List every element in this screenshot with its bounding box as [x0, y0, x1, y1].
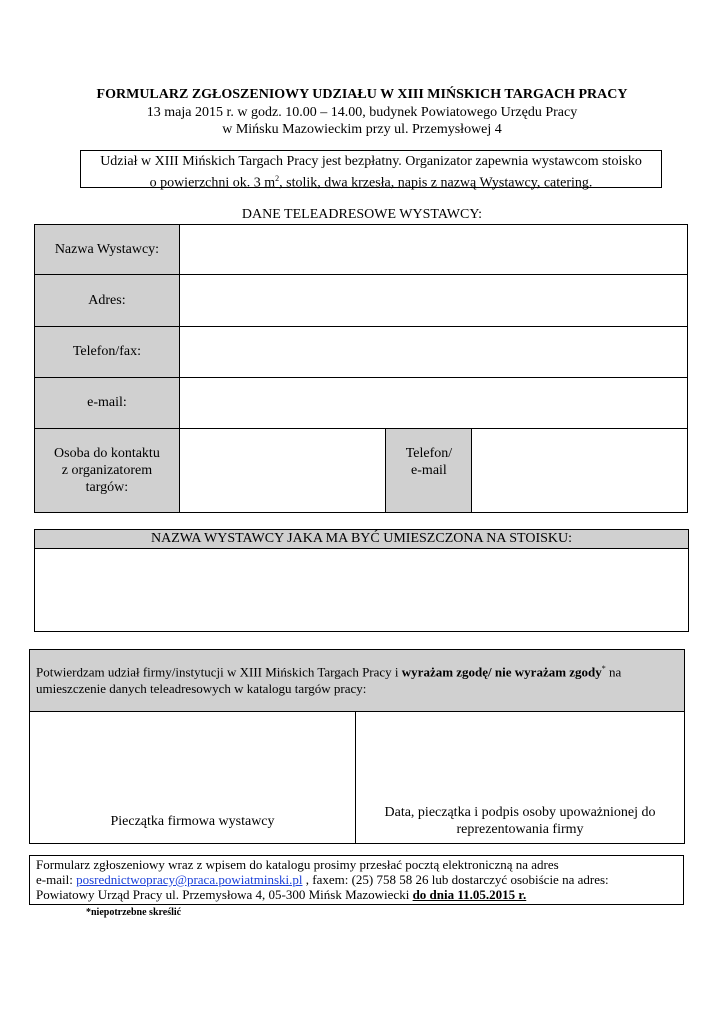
stand-name-heading: NAZWA WYSTAWCY JAKA MA BYĆ UMIESZCZONA NA STOISKU:	[35, 530, 688, 549]
company-stamp-area[interactable]	[30, 712, 356, 843]
company-stamp-label: Pieczątka firmowa wystawcy	[110, 814, 275, 829]
footnote: *niepotrzebne skreślić	[86, 907, 182, 918]
event-location-line: w Mińsku Mazowieckim przy ul. Przemysłowej 4	[222, 122, 502, 137]
phone-fax-label: Telefon/fax:	[35, 327, 180, 378]
notice-line-2: o powierzchni ok. 3 $m^2$, stolik, dwa krzesła, napis z nazwą Wystawcy, catering.	[149, 174, 593, 191]
submission-line-1: Formularz zgłoszeniowy wraz z wpisem do katalogu prosimy przesłać pocztą elektroniczną na adres	[36, 857, 559, 872]
exhibitor-name-label: Nazwa Wystawcy:	[35, 225, 180, 275]
contact-phone-email-field[interactable]	[472, 429, 688, 513]
authorized-signature-area[interactable]	[356, 712, 684, 843]
stand-name-box	[34, 529, 689, 632]
contact-person-field[interactable]	[179, 429, 386, 513]
contact-phone-email-label: Telefon/ e-mail	[386, 429, 472, 513]
contact-table	[34, 224, 688, 513]
email-link[interactable]: posrednictwopracy@praca.powiatminski.pl	[76, 872, 303, 887]
email-label: e-mail:	[35, 378, 180, 429]
participation-notice	[80, 150, 662, 191]
submission-line-2: e-mail: posrednictwopracy@praca.powiatminski.pl , faxem: (25) 758 58 26 lub dostarczyć osobiście na adres:	[36, 872, 609, 887]
consent-box	[29, 649, 685, 844]
consent-option[interactable]: wyrażam zgodę/ nie wyrażam zgody	[401, 664, 602, 680]
phone-fax-field[interactable]	[179, 327, 687, 378]
event-date-line: 13 maja 2015 r. w godz. 10.00 – 14.00, budynek Powiatowego Urzędu Pracy	[146, 105, 578, 120]
exhibitor-name-field[interactable]	[179, 225, 687, 275]
deadline: do dnia 11.05.2015 r.	[412, 887, 527, 902]
notice-line-1: Udział w XIII Mińskich Targach Pracy jest bezpłatny. Organizator zapewnia wystawcom stoisko	[100, 154, 642, 169]
submission-info	[29, 855, 684, 905]
consent-statement: Potwierdzam udział firmy/instytucji w XIII Mińskich Targach Pracy i wyrażam zgodę/ nie wyrażam zgody* na umieszczenie danych teleadresowych w katalogu targów pracy:	[30, 650, 684, 712]
form-title: FORMULARZ ZGŁOSZENIOWY UDZIAŁU W XIII MIŃSKICH TARGACH PRACY	[96, 87, 628, 102]
contact-person-label: Osoba do kontaktu z organizatorem targów:	[35, 429, 180, 513]
contact-section-heading: DANE TELEADRESOWE WYSTAWCY:	[241, 207, 483, 222]
signature-label: Data, pieczątka i podpis osoby upoważnionej do reprezentowania firmy	[384, 805, 656, 837]
submission-line-3: Powiatowy Urząd Pracy ul. Przemysłowa 4, 05-300 Mińsk Mazowiecki do dnia 11.05.2015 r.	[36, 887, 527, 902]
address-field[interactable]	[179, 275, 687, 327]
address-label: Adres:	[35, 275, 180, 327]
email-field[interactable]	[179, 378, 687, 429]
stand-name-field[interactable]	[35, 549, 688, 632]
